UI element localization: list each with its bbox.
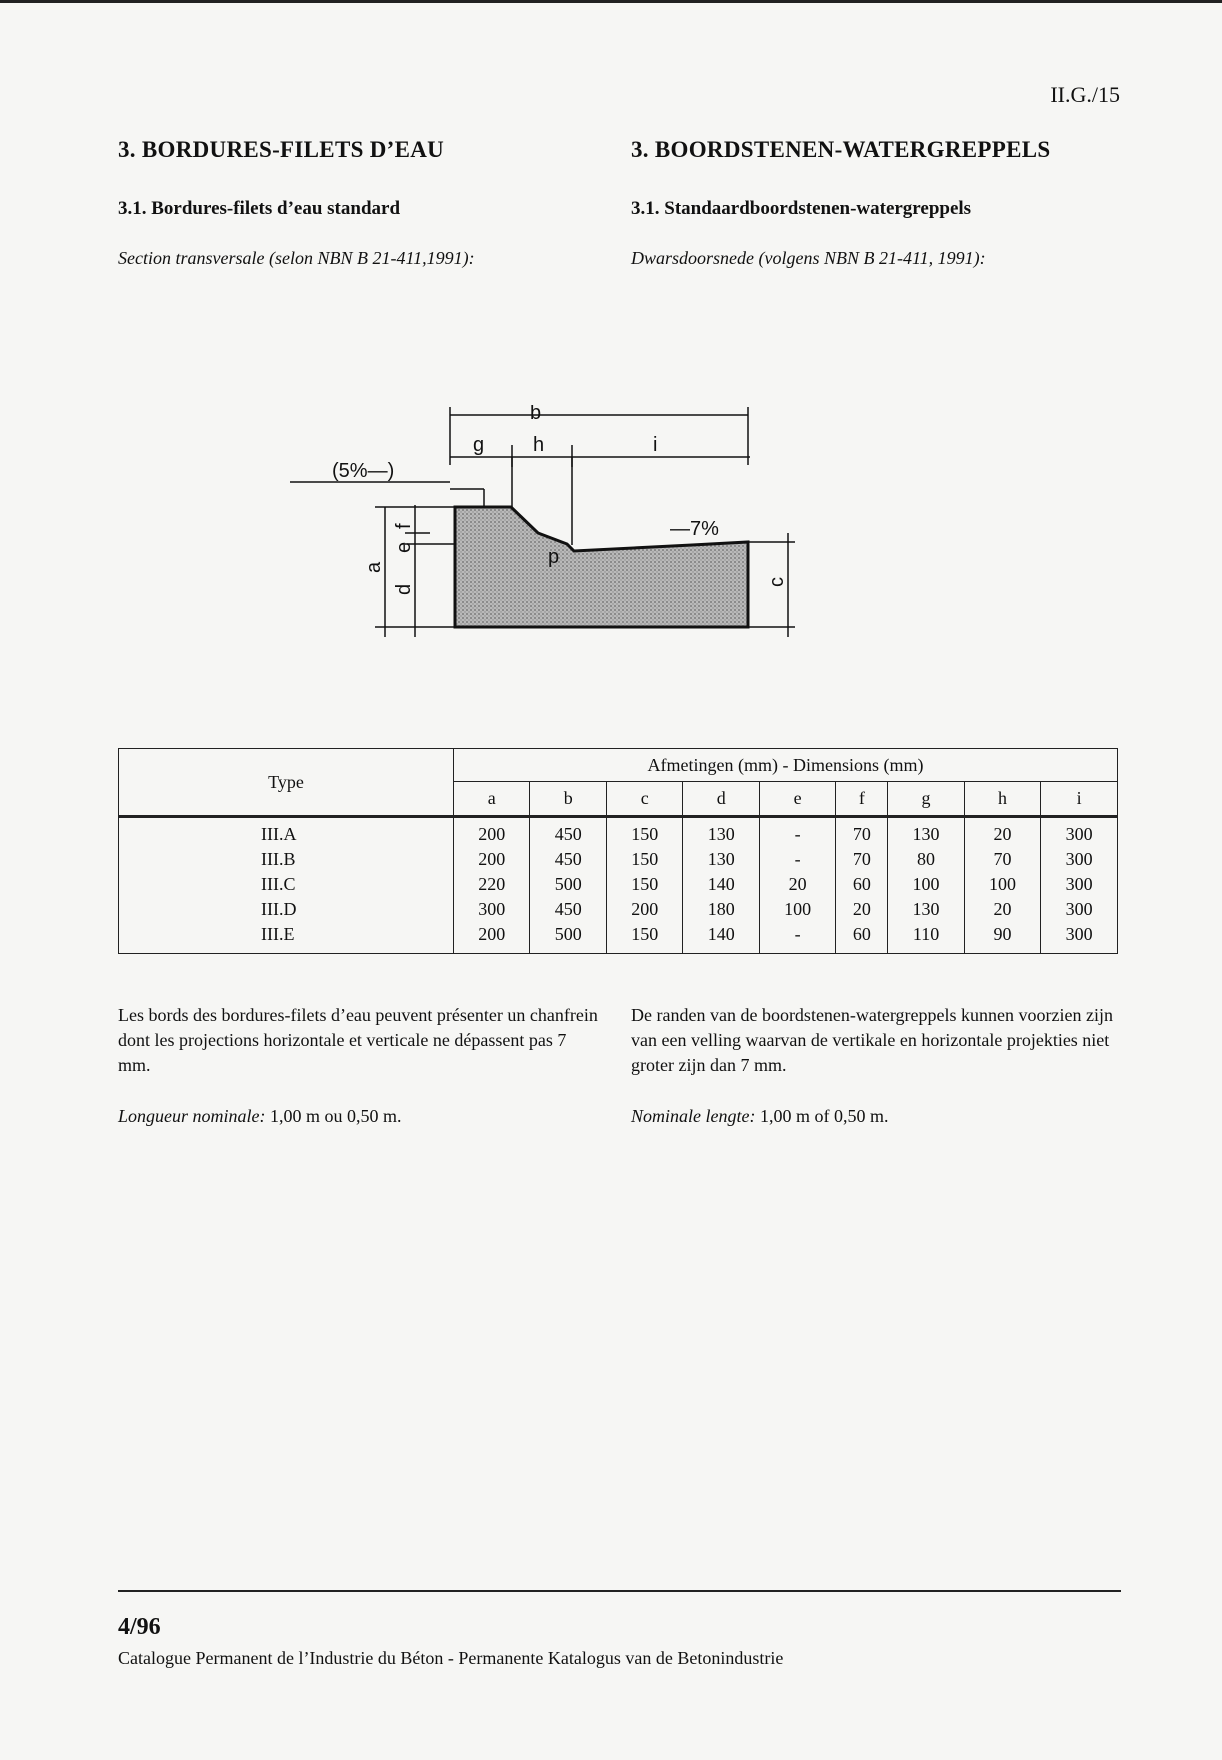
column-header-d: d bbox=[683, 782, 759, 817]
column-header-a: a bbox=[454, 782, 530, 817]
dimension-cell-c: 150 bbox=[606, 872, 682, 897]
fr-nominal-length-value: 1,00 m ou 0,50 m. bbox=[270, 1106, 402, 1126]
dimensions-table bbox=[118, 748, 1118, 954]
column-header-e: e bbox=[759, 782, 835, 817]
dimension-cell-i: 300 bbox=[1041, 817, 1118, 848]
dimension-cell-b: 450 bbox=[530, 817, 606, 848]
fr-title: 3. BORDURES-FILETS D’EAU bbox=[118, 137, 445, 162]
dimension-cell-g: 100 bbox=[888, 872, 964, 897]
nl-subtitle: 3.1. Standaardboordstenen-watergreppels bbox=[631, 198, 972, 219]
dimension-cell-f: 60 bbox=[836, 922, 888, 954]
table-row bbox=[119, 872, 1118, 897]
column-header-g: g bbox=[888, 782, 964, 817]
dimension-cell-h: 70 bbox=[964, 847, 1040, 872]
dimension-cell-d: 130 bbox=[683, 847, 759, 872]
dimension-cell-b: 450 bbox=[530, 897, 606, 922]
dimension-cell-h: 20 bbox=[964, 817, 1040, 848]
footer-page-number: 4/96 bbox=[118, 1614, 161, 1640]
dimension-cell-e: - bbox=[759, 922, 835, 954]
type-cell: III.B bbox=[119, 847, 454, 872]
column-header-i: i bbox=[1041, 782, 1118, 817]
nl-nominal-length-label: Nominale lengte: bbox=[631, 1106, 756, 1126]
dimension-cell-i: 300 bbox=[1041, 897, 1118, 922]
table-row bbox=[119, 817, 1118, 848]
label-h: h bbox=[533, 434, 545, 456]
nl-section-caption: Dwarsdoorsnede (volgens NBN B 21-411, 1991): bbox=[631, 248, 986, 268]
column-header-b: b bbox=[530, 782, 606, 817]
nl-body-text: De randen van de boordstenen-watergreppels kunnen voorzien zijn van een velling waarvan de vertikale en horizontale projekties niet groter zijn dan 7 mm. bbox=[631, 1005, 1113, 1075]
label-f: f bbox=[393, 523, 415, 529]
dimension-cell-c: 150 bbox=[606, 847, 682, 872]
fr-nominal-length bbox=[118, 1106, 402, 1127]
dimension-cell-e: 20 bbox=[759, 872, 835, 897]
nl-nominal-length bbox=[631, 1106, 888, 1127]
top-border-line bbox=[0, 0, 1222, 3]
dimension-cell-c: 200 bbox=[606, 897, 682, 922]
table-body bbox=[119, 817, 1118, 954]
dimension-cell-f: 60 bbox=[836, 872, 888, 897]
label-b: b bbox=[530, 405, 542, 424]
dimension-cell-b: 450 bbox=[530, 847, 606, 872]
label-slope-left: (5%—) bbox=[332, 460, 395, 482]
dimension-cell-f: 70 bbox=[836, 817, 888, 848]
fr-nominal-length-label: Longueur nominale: bbox=[118, 1106, 266, 1126]
dimension-cell-f: 20 bbox=[836, 897, 888, 922]
table-row bbox=[119, 922, 1118, 954]
label-e: e bbox=[393, 541, 415, 553]
dimension-cell-a: 200 bbox=[454, 847, 530, 872]
dimension-cell-h: 90 bbox=[964, 922, 1040, 954]
dimension-cell-g: 130 bbox=[888, 817, 964, 848]
footer-rule bbox=[118, 1590, 1121, 1592]
dimension-cell-c: 150 bbox=[606, 922, 682, 954]
dimensions-group-header: Afmetingen (mm) - Dimensions (mm) bbox=[454, 749, 1118, 782]
dimension-cell-e: - bbox=[759, 817, 835, 848]
label-a: a bbox=[363, 561, 385, 573]
dimension-cell-i: 300 bbox=[1041, 847, 1118, 872]
dimension-cell-h: 100 bbox=[964, 872, 1040, 897]
dimension-cell-h: 20 bbox=[964, 897, 1040, 922]
type-cell: III.D bbox=[119, 897, 454, 922]
dimension-cell-i: 300 bbox=[1041, 922, 1118, 954]
fr-body-text: Les bords des bordures-filets d’eau peuvent présenter un chanfrein dont les projections horizontale et verticale ne dépassent pas 7 mm. bbox=[118, 1005, 598, 1075]
label-d: d bbox=[393, 583, 415, 595]
fr-section-caption: Section transversale (selon NBN B 21-411,1991): bbox=[118, 248, 475, 268]
nl-nominal-length-value: 1,00 m of 0,50 m. bbox=[759, 1106, 889, 1126]
dimension-cell-g: 110 bbox=[888, 922, 964, 954]
table-row bbox=[119, 897, 1118, 922]
label-p: p bbox=[548, 546, 560, 568]
dimension-cell-i: 300 bbox=[1041, 872, 1118, 897]
label-slope-right: —7% bbox=[670, 518, 719, 540]
type-header: Type bbox=[119, 749, 454, 817]
fr-subtitle: 3.1. Bordures-filets d’eau standard bbox=[118, 198, 401, 219]
page-id: II.G./15 bbox=[1050, 82, 1120, 107]
dimension-cell-a: 220 bbox=[454, 872, 530, 897]
dimension-cell-b: 500 bbox=[530, 922, 606, 954]
dimension-cell-a: 300 bbox=[454, 897, 530, 922]
dimension-cell-d: 140 bbox=[683, 872, 759, 897]
column-header-h: h bbox=[964, 782, 1040, 817]
type-cell: III.C bbox=[119, 872, 454, 897]
table-row bbox=[119, 847, 1118, 872]
footer-catalogue-title: Catalogue Permanent de l’Industrie du Béton - Permanente Katalogus van de Betonindustrie bbox=[118, 1648, 784, 1668]
dimension-cell-d: 180 bbox=[683, 897, 759, 922]
dimension-cell-g: 130 bbox=[888, 897, 964, 922]
dimension-cell-a: 200 bbox=[454, 922, 530, 954]
label-i: i bbox=[653, 434, 658, 456]
dimension-cell-a: 200 bbox=[454, 817, 530, 848]
label-g: g bbox=[473, 434, 485, 456]
dimension-cell-f: 70 bbox=[836, 847, 888, 872]
dimension-cell-e: 100 bbox=[759, 897, 835, 922]
cross-section-diagram bbox=[290, 405, 810, 650]
label-c: c bbox=[766, 577, 788, 587]
type-cell: III.E bbox=[119, 922, 454, 954]
nl-title: 3. BOORDSTENEN-WATERGREPPELS bbox=[631, 137, 1051, 162]
dimension-cell-d: 140 bbox=[683, 922, 759, 954]
dimension-cell-c: 150 bbox=[606, 817, 682, 848]
type-cell: III.A bbox=[119, 817, 454, 848]
dimension-cell-g: 80 bbox=[888, 847, 964, 872]
dimension-cell-d: 130 bbox=[683, 817, 759, 848]
column-header-f: f bbox=[836, 782, 888, 817]
dimension-cell-e: - bbox=[759, 847, 835, 872]
column-header-c: c bbox=[606, 782, 682, 817]
dimension-cell-b: 500 bbox=[530, 872, 606, 897]
